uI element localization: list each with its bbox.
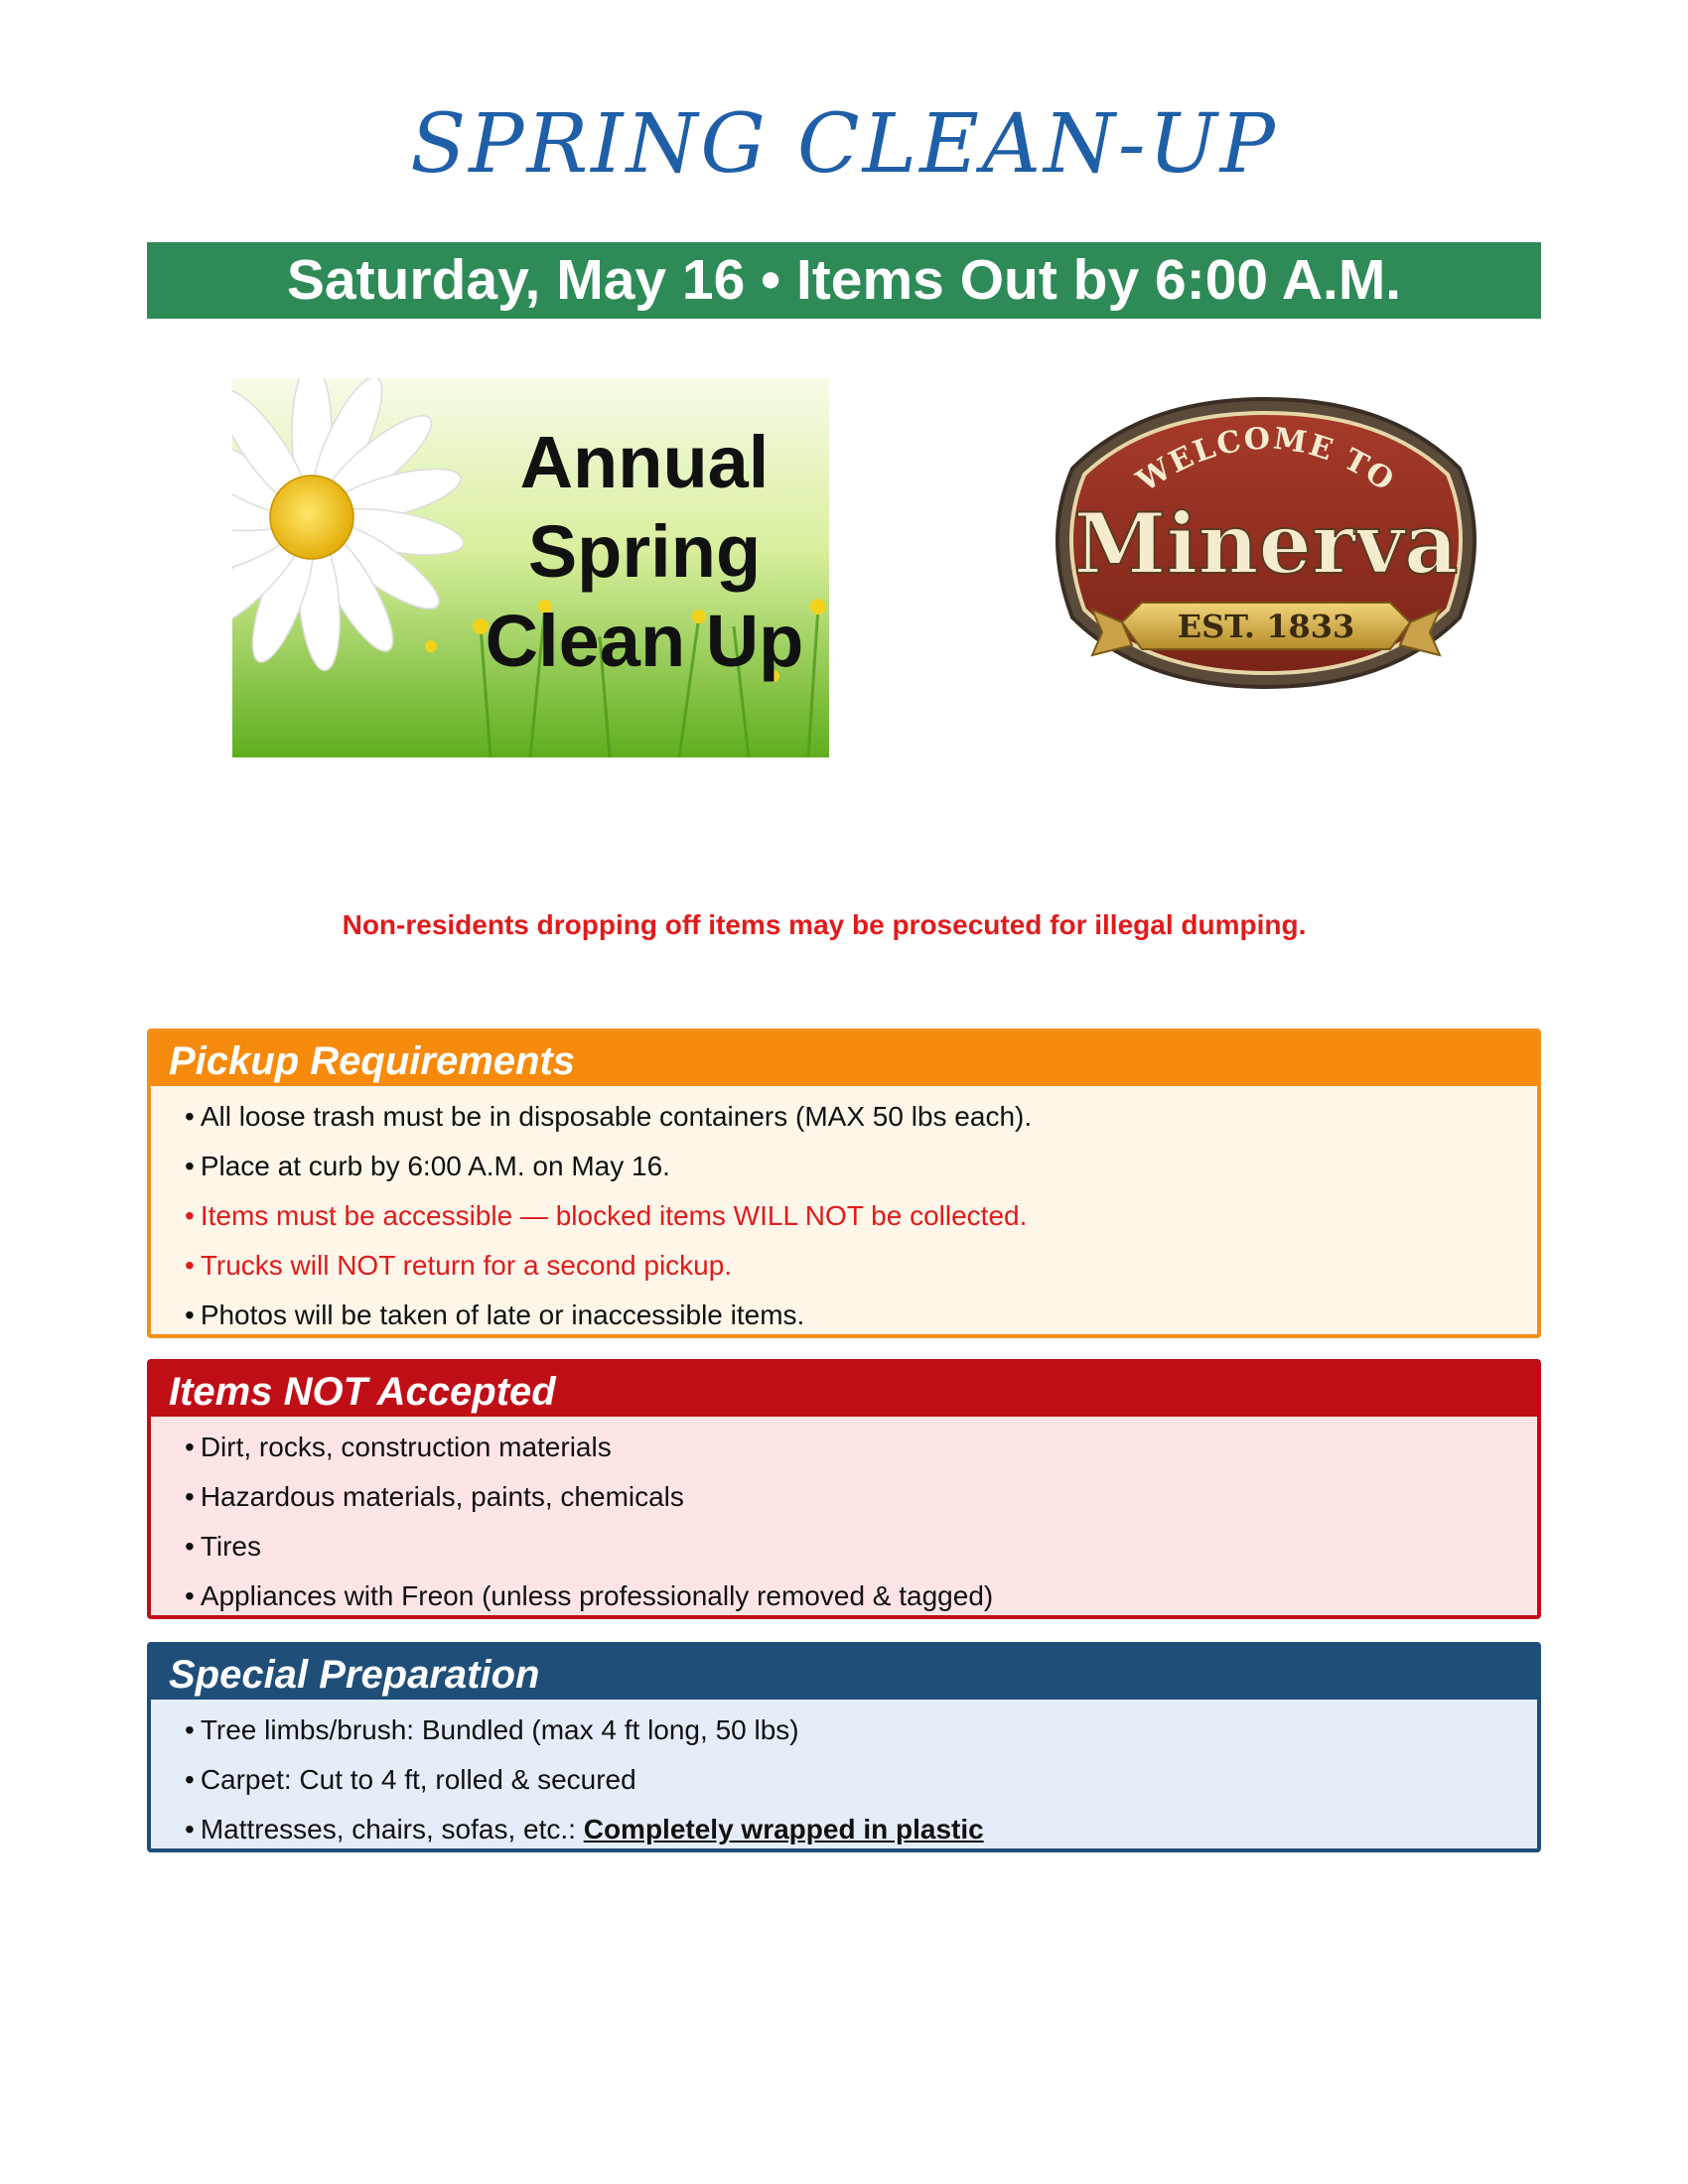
list-item: • Hazardous materials, paints, chemicals	[185, 1481, 684, 1512]
promo-line-2: Spring	[527, 510, 762, 593]
section-heading: Pickup Requirements	[151, 1032, 1537, 1086]
logo-established: EST. 1833	[1177, 608, 1355, 645]
list-item: • Place at curb by 6:00 A.M. on May 16.	[185, 1151, 670, 1181]
minerva-welcome-sign-logo	[1033, 389, 1499, 717]
section-heading: Special Preparation	[151, 1646, 1537, 1700]
special-preparation-section	[147, 1642, 1541, 1852]
logo-welcome-text: WELCOME TO	[1130, 421, 1402, 499]
section-heading: Items NOT Accepted	[151, 1363, 1537, 1417]
list-item: • Carpet: Cut to 4 ft, rolled & secured	[185, 1764, 636, 1795]
list-item: • Trucks will NOT return for a second pickup.	[185, 1250, 733, 1281]
list-item: • Tree limbs/brush: Bundled (max 4 ft long, 50 lbs)	[185, 1714, 799, 1745]
list-item: • Photos will be taken of late or inaccessible items.	[185, 1299, 805, 1330]
list-item: • Tires	[185, 1531, 261, 1562]
logo-town-name: Minerva	[1073, 494, 1459, 593]
list-item: • Dirt, rocks, construction materials	[185, 1432, 612, 1462]
page-title: SPRING CLEAN-UP	[410, 97, 1278, 192]
promo-line-1: Annual	[519, 421, 770, 503]
list-item: • Appliances with Freon (unless professionally removed & tagged)	[185, 1580, 994, 1611]
items-not-accepted-section	[147, 1359, 1541, 1619]
special-preparation-list	[151, 1700, 1537, 1854]
list-item: • All loose trash must be in disposable containers (MAX 50 lbs each).	[185, 1101, 1033, 1132]
promo-caption	[461, 418, 828, 686]
promo-line-3: Clean Up	[485, 600, 804, 682]
wrap-in-plastic-emphasis: Completely wrapped in plastic	[583, 1814, 984, 1844]
pickup-list	[151, 1086, 1537, 1340]
date-banner: Saturday, May 16 • Items Out by 6:00 A.M.	[147, 242, 1541, 319]
not-accepted-list	[151, 1417, 1537, 1621]
dumping-warning: Non-residents dropping off items may be prosecuted for illegal dumping.	[342, 909, 1307, 940]
spring-clean-up-image	[232, 378, 829, 757]
list-item: • Mattresses, chairs, sofas, etc.: Completely wrapped in plastic	[185, 1814, 984, 1844]
list-item: • Items must be accessible — blocked items WILL NOT be collected.	[185, 1200, 1028, 1231]
pickup-requirements-section	[147, 1028, 1541, 1338]
